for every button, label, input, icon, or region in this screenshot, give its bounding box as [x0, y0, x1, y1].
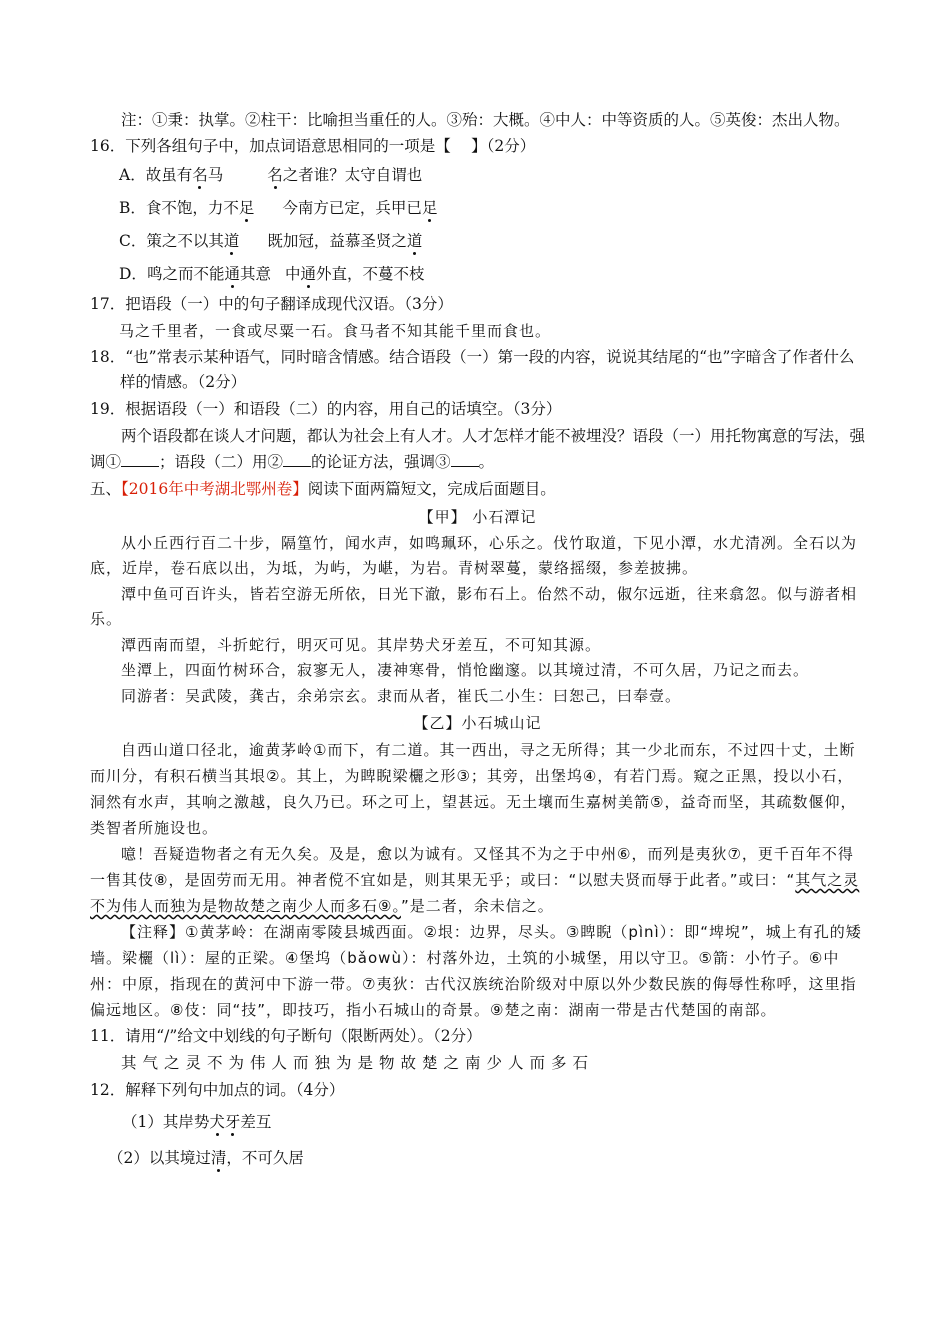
note-line: 注：①秉：执掌。②柱干：比喻担当重任的人。③殆：大概。④中人：中等资质的人。⑤英俊：杰出人物。	[121, 111, 850, 129]
exam-page	[90, 108, 865, 1176]
annotation-label: 【注释】	[121, 923, 186, 941]
question-16	[90, 133, 865, 159]
option-a: A．故虽有名马 名之者谁？太守自谓也	[119, 165, 423, 184]
source-tag: 【2016年中考湖北鄂州卷】	[121, 479, 308, 498]
question-19: 19．根据语段（一）和语段（二）的内容，用自己的话填空。（3分）	[90, 399, 562, 418]
section-5-header: 五、【2016年中考湖北鄂州卷】阅读下面两篇短文，完成后面题目。	[90, 479, 556, 498]
q12-item-1: （1）其岸势犬牙差互	[122, 1113, 272, 1131]
q11-sentence: 其气之灵不为伟人而独为是物故楚之南少人而多石	[121, 1054, 595, 1072]
q16-options	[90, 159, 865, 291]
question-number: 16．	[90, 136, 126, 155]
jia-text	[90, 531, 865, 710]
question-12: 12．解释下列句中加点的词。（4分）	[90, 1081, 345, 1099]
q17-sentence: 马之千里者，一食或尽粟一石。食马者不知其能千里而食也。	[119, 321, 552, 340]
question-17: 17．把语段（一）中的句子翻译成现代汉语。（3分）	[90, 294, 453, 313]
blank-3[interactable]	[451, 452, 479, 467]
question-11: 11．请用“/”给文中划线的句子断句（限断两处）。（2分）	[90, 1027, 482, 1045]
jia-para: 从小丘西行百二十步，隔篁竹，闻水声，如鸣珮环，心乐之。伐竹取道，下见小潭，水尤清冽。全石以为底，近岸，卷石底以出，为坻，为屿，为嵁，为岩。青树翠蔓，蒙络摇缀，参差披拂。	[90, 533, 858, 577]
jia-para: 潭西南而望，斗折蛇行，明灭可见。其岸势犬牙差互，不可知其源。	[121, 635, 602, 654]
jia-para: 潭中鱼可百许头，皆若空游无所依，日光下澈，影布石上。佁然不动，俶尔远逝，往来翕忽。似与游者相乐。	[90, 584, 858, 628]
blank-1[interactable]	[121, 452, 159, 467]
underlined-sentence: 其气之灵不为伟人而独为是物故楚之南少人而多石⑨。	[90, 871, 860, 915]
yi-para: 噫！吾疑造物者之有无久矣。及是，愈以为诚有。又怪其不为之于中州⑥，而列是夷狄⑦，更千百年不得一售其伎⑧，是固劳而无用。神者傥不宜如是，则其果无乎；或曰：“以慰夫贤而辱于此者。”或曰：“其气之灵不为伟人而独为是物故楚之南少人而多石⑨。”是二者，余未信之。	[90, 845, 860, 915]
yi-para: 自西山道口径北，逾黄茅岭①而下，有二道。其一西出，寻之无所得；其一少北而东，不过四十丈，土断而川分，有积石横当其垠②。其上，为睥睨梁欐之形③；其旁，出堡坞④，有若门焉。窥之正黑，投以小石，洞然有水声，其响之激越，良久乃已。环之可上，望甚远。无土壤而生嘉树美箭⑤，益奇而坚，其疏数偃仰，类智者所施设也。	[90, 741, 857, 837]
jia-title: 【甲】 小石潭记	[418, 507, 537, 526]
q19-body: 两个语段都在谈人才问题，都认为社会上有人才。人才怎样才能不被埋没？语段（一）用托物寓意的写法，强调① ；语段（二）用② 的论证方法，强调③ 。	[90, 426, 866, 471]
blank-2[interactable]	[283, 452, 311, 467]
annotations: 【注释】①黄茅岭：在湖南零陵县城西面。②垠：边界，尽头。③睥睨（pìnì）：即“埤堄”，城上有孔的矮墙。梁欐（lì）：屋的正梁。④堡坞（bǎowù）：村落外边，土筑的小城堡，用以守卫。⑤箭：小竹子。⑥中州：中原，指现在的黄河中下游一带。⑦夷狄：古代汉族统治阶级对中原以外少数民族的侮辱性称呼，这里指偏远地区。⑧伎：同“技”，即技巧，指小石城山的奇景。⑨楚之南：湖南一带是古代楚国的南部。	[90, 923, 862, 1019]
yi-title: 【乙】小石城山记	[413, 714, 542, 732]
option-c: C．策之不以其道 既加冠，益慕圣贤之道	[119, 231, 423, 250]
option-b: B．食不饱，力不足 今南方已定，兵甲已足	[119, 198, 438, 217]
option-d: D．鸣之而不能通其意 中通外直，不蔓不枝	[119, 264, 425, 283]
jia-para: 同游者：吴武陵，龚古，余弟宗玄。隶而从者，崔氏二小生：曰恕己，曰奉壹。	[121, 686, 682, 705]
question-18: 18．“也”常表示某种语气，同时暗含情感。结合语段（一）第一段的内容，说说其结尾的“也”字暗含了作者什么样的情感。（2分）	[90, 347, 855, 391]
q12-item-2: （2）以其境过清，不可久居	[108, 1149, 304, 1167]
question-text: 下列各组句子中，加点词语意思相同的一项是【 】（2分）	[125, 136, 536, 155]
yi-text	[90, 737, 865, 919]
jia-para: 坐潭上，四面竹树环合，寂寥无人，凄神寒骨，悄怆幽邃。以其境过清，不可久居，乃记之而去。	[121, 661, 810, 679]
